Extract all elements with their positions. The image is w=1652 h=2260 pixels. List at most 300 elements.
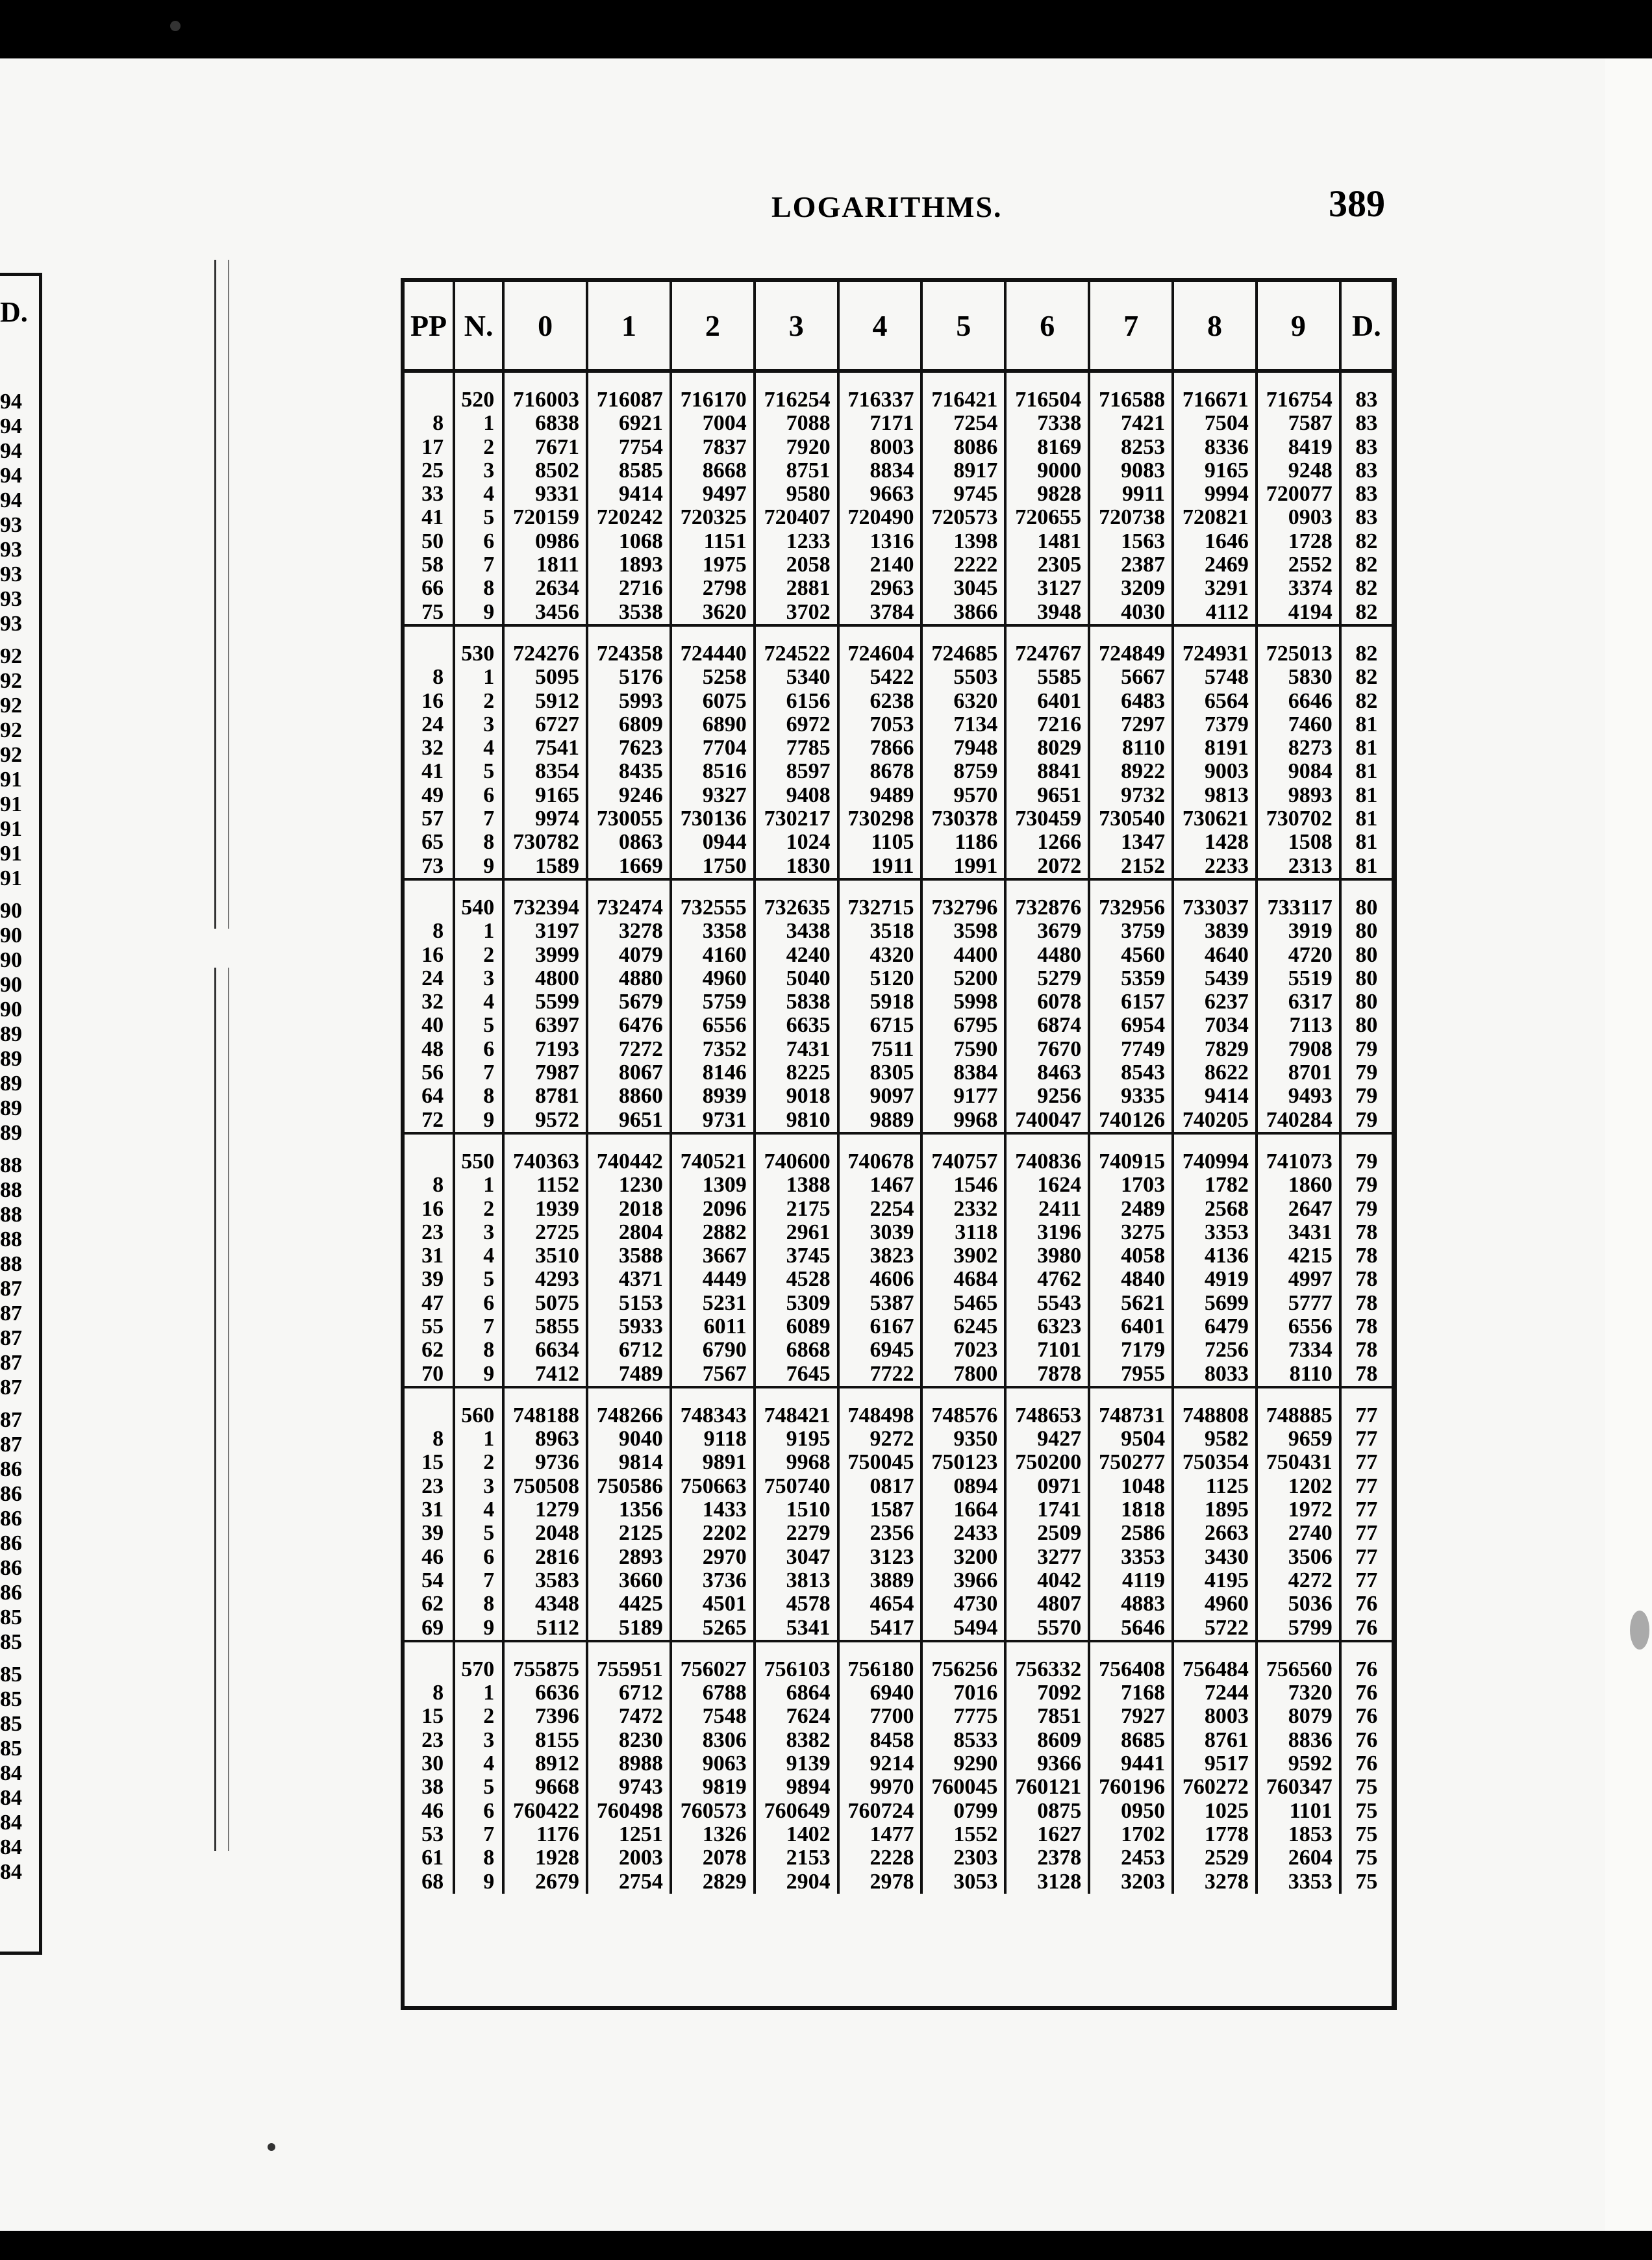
table-cell: 8701 <box>1257 1061 1340 1085</box>
table-cell: 756560 <box>1257 1641 1340 1681</box>
table-cell: 64 <box>405 1085 454 1108</box>
table-cell: 8155 <box>503 1729 587 1752</box>
table-cell: 5 <box>454 1268 503 1291</box>
table-cell: 9118 <box>671 1427 755 1451</box>
previous-page-d-value: 89 <box>0 1121 22 1145</box>
table-cell: 0944 <box>671 831 755 854</box>
previous-page-d-value: 91 <box>0 792 22 816</box>
table-cell: 9911 <box>1089 483 1173 506</box>
table-cell: 750431 <box>1257 1451 1340 1474</box>
table-cell: 750586 <box>587 1475 671 1498</box>
table-cell: 3039 <box>838 1221 922 1244</box>
table-cell: 78 <box>1355 1268 1378 1292</box>
table-cell: 80 <box>1355 920 1378 944</box>
previous-page-d-value: 93 <box>0 538 22 562</box>
table-row <box>405 1705 1392 1728</box>
table-cell: 5 <box>454 1014 503 1037</box>
table-cell: 6 <box>454 1038 503 1061</box>
table-cell: 9659 <box>1257 1427 1340 1451</box>
table-cell: 6954 <box>1089 1014 1173 1037</box>
column-header: 4 <box>838 282 922 371</box>
table-cell <box>405 879 454 920</box>
table-cell: 3353 <box>1257 1870 1340 1894</box>
table-cell: 4762 <box>1005 1268 1089 1291</box>
column-header: 2 <box>671 282 755 371</box>
table-cell: 7948 <box>921 736 1005 760</box>
table-cell: 75 <box>1355 1799 1378 1823</box>
table-cell: 9 <box>454 1870 503 1894</box>
table-cell: 716671 <box>1173 371 1257 412</box>
table-cell: 9165 <box>503 784 587 807</box>
table-cell: 25 <box>405 459 454 483</box>
table-cell: 7749 <box>1089 1038 1173 1061</box>
table-cell: 9743 <box>587 1776 671 1799</box>
table-cell: 6634 <box>503 1338 587 1362</box>
table-cell: 1991 <box>921 855 1005 879</box>
table-cell: 8533 <box>921 1729 1005 1752</box>
table-cell: 7297 <box>1089 713 1173 736</box>
table-row <box>405 1776 1392 1799</box>
table-cell: 6401 <box>1005 690 1089 713</box>
table-cell: 2816 <box>503 1546 587 1569</box>
table-cell: 1279 <box>503 1498 587 1522</box>
table-cell: 9651 <box>1005 784 1089 807</box>
table-cell: 5231 <box>671 1292 755 1315</box>
table-cell: 730298 <box>838 807 922 831</box>
table-cell: 6483 <box>1089 690 1173 713</box>
table-cell: 1928 <box>503 1846 587 1870</box>
table-cell: 5933 <box>587 1315 671 1338</box>
previous-page-d-value: 92 <box>0 743 22 767</box>
table-cell: 7987 <box>503 1061 587 1085</box>
table-cell: 8963 <box>503 1427 587 1451</box>
table-cell: 740442 <box>587 1133 671 1174</box>
table-cell: 724604 <box>838 625 922 666</box>
table-cell: 3506 <box>1257 1546 1340 1569</box>
table-cell: 8110 <box>1257 1362 1340 1387</box>
table-cell: 7908 <box>1257 1038 1340 1061</box>
table-cell: 0950 <box>1089 1800 1173 1823</box>
table-cell: 2048 <box>503 1522 587 1545</box>
table-cell: 8834 <box>838 459 922 483</box>
table-cell: 732715 <box>838 879 922 920</box>
table-cell: 748731 <box>1089 1387 1173 1427</box>
table-cell: 4 <box>454 1244 503 1268</box>
table-cell: 2152 <box>1089 855 1173 879</box>
table-cell: 2175 <box>755 1198 838 1221</box>
table-cell: 6874 <box>1005 1014 1089 1037</box>
table-cell: 9994 <box>1173 483 1257 506</box>
table-cell: 1251 <box>587 1823 671 1846</box>
table-cell: 760347 <box>1257 1776 1340 1799</box>
table-row <box>405 1292 1392 1315</box>
table-cell: 9331 <box>503 483 587 506</box>
table-cell: 6 <box>454 1292 503 1315</box>
table-cell: 755875 <box>503 1641 587 1681</box>
table-cell: 9651 <box>587 1109 671 1133</box>
previous-page-d-value: 93 <box>0 612 22 636</box>
table-cell: 2078 <box>671 1846 755 1870</box>
table-cell: 1587 <box>838 1498 922 1522</box>
column-header: 8 <box>1173 282 1257 371</box>
table-cell: 724440 <box>671 625 755 666</box>
table-cell: 81 <box>1355 783 1378 807</box>
table-cell: 730136 <box>671 807 755 831</box>
table-cell: 65 <box>405 831 454 854</box>
previous-page-d-value: 88 <box>0 1227 22 1251</box>
table-cell: 2018 <box>587 1198 671 1221</box>
table-cell: 740205 <box>1173 1109 1257 1133</box>
table-cell: 6 <box>454 784 503 807</box>
table-cell: 7829 <box>1173 1038 1257 1061</box>
table-row <box>405 990 1392 1014</box>
table-cell: 8463 <box>1005 1061 1089 1085</box>
previous-page-d-value: 91 <box>0 842 22 866</box>
table-cell: 6317 <box>1257 990 1340 1014</box>
table-cell: 540 <box>454 879 503 920</box>
table-cell: 4320 <box>838 944 922 967</box>
table-cell: 1728 <box>1257 530 1340 553</box>
table-cell: 7 <box>454 1061 503 1085</box>
table-cell: 4720 <box>1257 944 1340 967</box>
scan-speck <box>268 2143 275 2151</box>
table-cell: 724358 <box>587 625 671 666</box>
table-cell: 5439 <box>1173 967 1257 990</box>
table-cell: 5748 <box>1173 666 1257 689</box>
previous-page-d-value: 94 <box>0 439 22 463</box>
table-cell: 8502 <box>503 459 587 483</box>
table-cell: 1347 <box>1089 831 1173 854</box>
table-cell: 9177 <box>921 1085 1005 1108</box>
table-cell: 3197 <box>503 920 587 943</box>
table-cell: 3866 <box>921 601 1005 625</box>
table-cell: 6320 <box>921 690 1005 713</box>
table-cell: 9572 <box>503 1109 587 1133</box>
table-cell: 740757 <box>921 1133 1005 1174</box>
table-cell: 6636 <box>503 1681 587 1705</box>
table-cell: 9663 <box>838 483 922 506</box>
table-cell: 78 <box>1340 1362 1392 1387</box>
table-cell: 8003 <box>838 436 922 459</box>
table-cell: 9063 <box>671 1752 755 1776</box>
table-cell: 5519 <box>1257 967 1340 990</box>
table-cell: 4919 <box>1173 1268 1257 1291</box>
table-cell: 0863 <box>587 831 671 854</box>
table-cell: 7800 <box>921 1362 1005 1387</box>
table-cell: 8067 <box>587 1061 671 1085</box>
table-cell: 6712 <box>587 1681 671 1705</box>
table-row <box>405 831 1392 854</box>
previous-page-d-value: 86 <box>0 1531 22 1555</box>
table-cell: 3358 <box>671 920 755 943</box>
table-cell: 82 <box>1355 666 1378 690</box>
table-cell: 3456 <box>503 601 587 625</box>
table-row <box>405 1085 1392 1108</box>
table-cell: 6890 <box>671 713 755 736</box>
table-cell: 2303 <box>921 1846 1005 1870</box>
column-header: D. <box>1340 282 1392 371</box>
table-cell: 0817 <box>838 1475 922 1498</box>
table-cell: 8 <box>405 666 454 689</box>
table-cell: 8 <box>405 412 454 435</box>
table-cell: 6945 <box>838 1338 922 1362</box>
table-cell: 1326 <box>671 1823 755 1846</box>
table-cell: 8841 <box>1005 760 1089 783</box>
table-cell: 2961 <box>755 1221 838 1244</box>
column-header: PP <box>405 282 454 371</box>
table-row <box>405 1061 1392 1085</box>
table-cell: 3660 <box>587 1569 671 1592</box>
table-cell: 720242 <box>587 506 671 529</box>
table-cell: 7101 <box>1005 1338 1089 1362</box>
table-cell: 50 <box>405 530 454 553</box>
table-cell: 4 <box>454 483 503 506</box>
table-cell: 76 <box>1355 1592 1378 1616</box>
table-cell: 724685 <box>921 625 1005 666</box>
table-cell: 4840 <box>1089 1268 1173 1291</box>
table-cell: 9408 <box>755 784 838 807</box>
table-cell: 31 <box>405 1498 454 1522</box>
table-row <box>405 1546 1392 1569</box>
table-cell: 38 <box>405 1776 454 1799</box>
table-cell: 9097 <box>838 1085 922 1108</box>
table-cell: 2963 <box>838 577 922 600</box>
table-cell: 6245 <box>921 1315 1005 1338</box>
table-cell: 77 <box>1355 1403 1378 1427</box>
table-cell: 7645 <box>755 1362 838 1387</box>
table-cell: 9810 <box>755 1109 838 1133</box>
table-cell: 9732 <box>1089 784 1173 807</box>
table-cell: 9736 <box>503 1451 587 1474</box>
table-cell: 750740 <box>755 1475 838 1498</box>
table-cell: 24 <box>405 967 454 990</box>
table-cell: 750123 <box>921 1451 1005 1474</box>
table-cell: 7431 <box>755 1038 838 1061</box>
scan-speck <box>170 21 181 31</box>
table-row <box>405 371 1392 412</box>
table-cell: 9350 <box>921 1427 1005 1451</box>
table-row <box>405 713 1392 736</box>
table-cell: 7244 <box>1173 1681 1257 1705</box>
table-cell: 2332 <box>921 1198 1005 1221</box>
previous-page-d-value: 85 <box>0 1663 22 1687</box>
table-cell: 8922 <box>1089 760 1173 783</box>
previous-page-d-value: 91 <box>0 768 22 792</box>
table-cell: 4480 <box>1005 944 1089 967</box>
table-cell: 5667 <box>1089 666 1173 689</box>
table-cell: 3196 <box>1005 1221 1089 1244</box>
table-cell: 2313 <box>1257 855 1340 879</box>
table-cell: 80 <box>1355 943 1378 967</box>
table-cell: 740521 <box>671 1133 755 1174</box>
table-cell: 5494 <box>921 1616 1005 1641</box>
column-header: 1 <box>587 282 671 371</box>
table-cell: 6635 <box>755 1014 838 1037</box>
table-cell: 730217 <box>755 807 838 831</box>
table-cell: 3948 <box>1005 601 1089 625</box>
table-cell: 53 <box>405 1823 454 1846</box>
table-cell: 760121 <box>1005 1776 1089 1799</box>
table-cell: 2804 <box>587 1221 671 1244</box>
table-cell: 7511 <box>838 1038 922 1061</box>
table-cell: 6401 <box>1089 1315 1173 1338</box>
table-cell: 5153 <box>587 1292 671 1315</box>
table-cell: 5 <box>454 1776 503 1799</box>
table-cell: 76 <box>1355 1705 1378 1729</box>
table-cell: 7254 <box>921 412 1005 435</box>
table-cell: 79 <box>1355 1085 1378 1109</box>
table-cell: 68 <box>405 1870 454 1894</box>
table-cell: 9083 <box>1089 459 1173 483</box>
table-cell: 3123 <box>838 1546 922 1569</box>
table-row <box>405 879 1392 920</box>
table-cell: 1853 <box>1257 1823 1340 1846</box>
table-cell: 3813 <box>755 1569 838 1592</box>
table-cell: 3047 <box>755 1546 838 1569</box>
previous-page-d-value: 86 <box>0 1556 22 1580</box>
table-cell: 70 <box>405 1362 454 1387</box>
table-cell: 82 <box>1355 529 1378 553</box>
table-cell: 5387 <box>838 1292 922 1315</box>
table-cell: 1893 <box>587 553 671 577</box>
table-cell: 2881 <box>755 577 838 600</box>
table-cell: 4348 <box>503 1592 587 1616</box>
table-cell: 46 <box>405 1546 454 1569</box>
table-cell: 2647 <box>1257 1198 1340 1221</box>
table-cell: 2 <box>454 944 503 967</box>
table-cell: 39 <box>405 1268 454 1291</box>
table-cell: 7866 <box>838 736 922 760</box>
table-cell: 3588 <box>587 1244 671 1268</box>
table-cell: 740047 <box>1005 1109 1089 1133</box>
table-cell: 8419 <box>1257 436 1340 459</box>
table-cell: 7216 <box>1005 713 1089 736</box>
table-cell: 5679 <box>587 990 671 1014</box>
table-cell: 2970 <box>671 1546 755 1569</box>
table-cell: 5036 <box>1257 1592 1340 1616</box>
table-cell: 75 <box>1355 1776 1378 1800</box>
table-cell: 79 <box>1340 1109 1392 1133</box>
previous-page-d-value: 85 <box>0 1737 22 1761</box>
table-cell: 560 <box>454 1387 503 1427</box>
table-cell: 740915 <box>1089 1133 1173 1174</box>
table-row <box>405 1498 1392 1522</box>
table-cell: 7 <box>454 807 503 831</box>
table-cell: 9441 <box>1089 1752 1173 1776</box>
table-cell: 9084 <box>1257 760 1340 783</box>
table-cell: 8860 <box>587 1085 671 1108</box>
table-cell: 4240 <box>755 944 838 967</box>
table-cell: 3 <box>454 1729 503 1752</box>
table-cell: 716588 <box>1089 371 1173 412</box>
table-cell: 3275 <box>1089 1221 1173 1244</box>
table-cell: 7754 <box>587 436 671 459</box>
table-cell: 8033 <box>1173 1362 1257 1387</box>
table-cell: 62 <box>405 1338 454 1362</box>
table-cell: 7504 <box>1173 412 1257 435</box>
table-cell: 8917 <box>921 459 1005 483</box>
table-cell: 750354 <box>1173 1451 1257 1474</box>
table-cell: 756408 <box>1089 1641 1173 1681</box>
table-cell: 3277 <box>1005 1546 1089 1569</box>
table-cell: 77 <box>1355 1498 1378 1522</box>
table-cell: 9819 <box>671 1776 755 1799</box>
table-cell: 9889 <box>838 1109 922 1133</box>
table-cell: 1230 <box>587 1174 671 1197</box>
table-cell: 2222 <box>921 553 1005 577</box>
table-cell: 57 <box>405 807 454 831</box>
table-cell: 6556 <box>1257 1315 1340 1338</box>
table-cell: 730378 <box>921 807 1005 831</box>
table-cell: 2433 <box>921 1522 1005 1545</box>
table-cell: 2586 <box>1089 1522 1173 1545</box>
previous-page-d-value: 88 <box>0 1252 22 1276</box>
table-cell: 3127 <box>1005 577 1089 600</box>
table-cell: 2228 <box>838 1846 922 1870</box>
table-row <box>405 1362 1392 1387</box>
table-cell: 4371 <box>587 1268 671 1291</box>
table-cell: 2378 <box>1005 1846 1089 1870</box>
table-cell: 9813 <box>1173 784 1257 807</box>
table-cell: 3431 <box>1257 1221 1340 1244</box>
table-cell: 3353 <box>1173 1221 1257 1244</box>
table-cell: 16 <box>405 690 454 713</box>
table-row <box>405 1592 1392 1616</box>
table-cell: 570 <box>454 1641 503 1681</box>
table-cell: 1233 <box>755 530 838 553</box>
previous-page-d-value: 84 <box>0 1811 22 1835</box>
table-cell: 16 <box>405 1198 454 1221</box>
table-cell: 9 <box>454 855 503 879</box>
table-cell: 7548 <box>671 1705 755 1728</box>
table-cell: 730459 <box>1005 807 1089 831</box>
table-cell: 9731 <box>671 1109 755 1133</box>
table-cell: 1048 <box>1089 1475 1173 1498</box>
table-cell: 77 <box>1355 1427 1378 1451</box>
previous-page-d-value: 87 <box>0 1408 22 1432</box>
table-cell: 2568 <box>1173 1198 1257 1221</box>
table-row <box>405 1451 1392 1474</box>
table-cell: 730702 <box>1257 807 1340 831</box>
table-cell: 8781 <box>503 1085 587 1108</box>
table-cell: 4606 <box>838 1268 922 1291</box>
previous-page-d-value: 94 <box>0 390 22 414</box>
table-cell: 8146 <box>671 1061 755 1085</box>
table-cell: 4194 <box>1257 601 1340 625</box>
table-cell: 5777 <box>1257 1292 1340 1315</box>
table-cell: 80 <box>1355 990 1378 1014</box>
previous-page-d-value: 87 <box>0 1351 22 1375</box>
table-cell: 4 <box>454 1498 503 1522</box>
previous-page-d-value: 86 <box>0 1482 22 1506</box>
table-row <box>405 1823 1392 1846</box>
table-cell: 8225 <box>755 1061 838 1085</box>
table-cell: 724522 <box>755 625 838 666</box>
table-cell: 7171 <box>838 412 922 435</box>
table-cell: 23 <box>405 1729 454 1752</box>
table-cell: 725013 <box>1257 625 1340 666</box>
table-cell: 9 <box>454 1109 503 1133</box>
table-cell: 2829 <box>671 1870 755 1894</box>
table-cell: 61 <box>405 1846 454 1870</box>
table-cell: 2798 <box>671 577 755 600</box>
table-cell: 724767 <box>1005 625 1089 666</box>
table-cell: 6864 <box>755 1681 838 1705</box>
table-cell: 1664 <box>921 1498 1005 1522</box>
table-cell: 1 <box>454 1427 503 1451</box>
table-cell: 748576 <box>921 1387 1005 1427</box>
table-cell: 3620 <box>671 601 755 625</box>
